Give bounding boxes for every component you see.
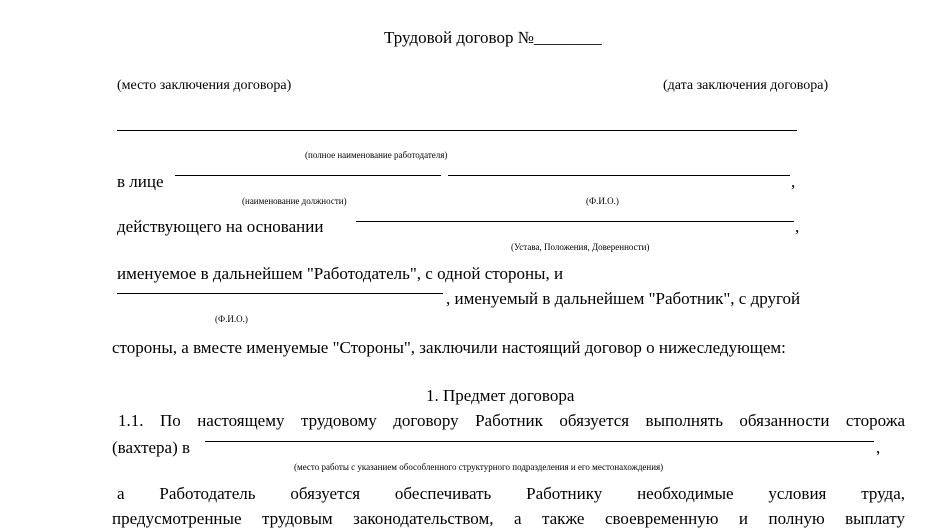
fio-line-1 xyxy=(448,175,790,176)
employee-named-text: , именуемый в дальнейшем "Работник", с другой xyxy=(446,289,801,308)
workplace-caption: (место работы с указанием обособленного структурного подразделения и его местонахождения) xyxy=(294,462,664,472)
comma-3: , xyxy=(876,438,881,457)
acting-on-label: действующего на основании xyxy=(117,217,324,236)
parties-text: стороны, а вместе именуемые "Стороны", заключили настоящий договор о нижеследующем: xyxy=(112,338,786,357)
in-person-label: в лице xyxy=(117,172,164,191)
clause-1-1-line-1: 1.1. По настоящему трудовому договору Работник обязуется выполнять обязанности сторожа xyxy=(118,411,905,430)
employer-name-line xyxy=(117,130,797,131)
fio-caption-1: (Ф.И.О.) xyxy=(586,196,619,206)
workplace-line xyxy=(205,441,874,442)
employer-caption: (полное наименование работодателя) xyxy=(305,150,448,160)
document-title: Трудовой договор №________ xyxy=(384,28,602,47)
position-caption: (наименование должности) xyxy=(242,196,347,206)
clause-1-1-line-4: предусмотренные трудовым законодательством, а также своевременную и полную выплату xyxy=(112,509,905,528)
comma-2: , xyxy=(795,217,800,236)
place-caption: (место заключения договора) xyxy=(117,78,292,93)
clause-1-1-line-3: а Работодатель обязуется обеспечивать Работнику необходимые условия труда, xyxy=(117,484,905,503)
basis-caption: (Устава, Положения, Доверенности) xyxy=(511,242,650,252)
clause-1-1-line-2-start: (вахтера) в xyxy=(112,438,191,457)
section-1-title: 1. Предмет договора xyxy=(426,386,575,405)
fio-caption-2: (Ф.И.О.) xyxy=(215,314,248,324)
basis-line xyxy=(356,221,794,222)
position-line xyxy=(175,175,441,176)
employer-named-text: именуемое в дальнейшем "Работодатель", с одной стороны, и xyxy=(117,264,564,283)
comma-1: , xyxy=(791,172,796,191)
fio-line-2 xyxy=(117,293,443,294)
date-caption: (дата заключения договора) xyxy=(663,78,829,93)
